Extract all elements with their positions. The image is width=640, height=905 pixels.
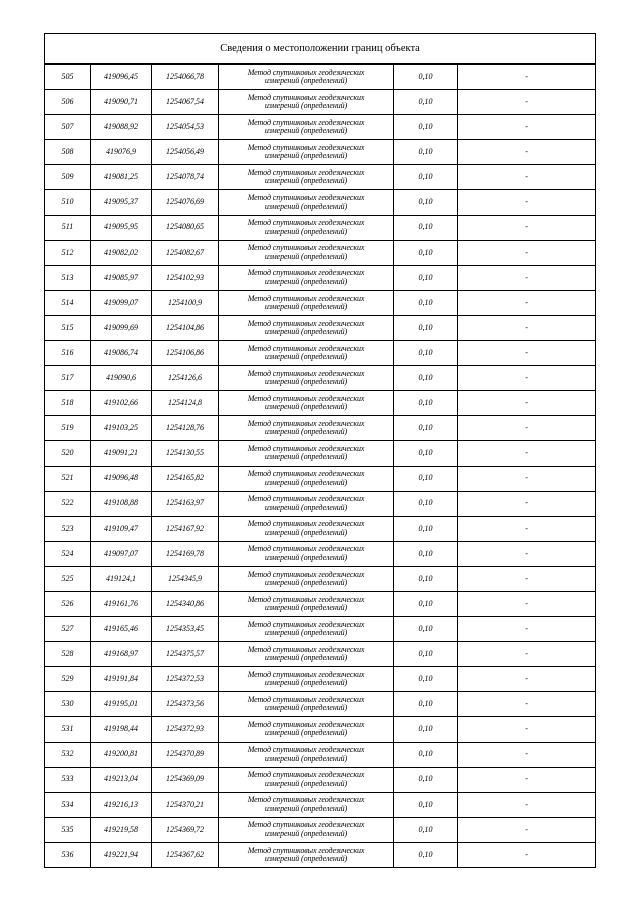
method-cell xyxy=(219,617,394,642)
coord-y: 1254370,21 xyxy=(152,792,219,817)
method-cell xyxy=(219,566,394,591)
method-line-1: Метод спутниковых геодезических xyxy=(247,218,365,228)
method-line-2: измерений (определений) xyxy=(264,728,348,738)
point-number: 527 xyxy=(45,617,91,642)
accuracy-cell: 0,10 xyxy=(394,416,458,441)
table-row xyxy=(45,165,596,190)
method-cell xyxy=(219,366,394,391)
accuracy-cell: 0,10 xyxy=(394,215,458,240)
table-row xyxy=(45,64,596,90)
table-row xyxy=(45,90,596,115)
coord-y: 1254167,92 xyxy=(152,516,219,541)
point-number: 526 xyxy=(45,591,91,616)
coord-y: 1254345,9 xyxy=(152,566,219,591)
table-row xyxy=(45,742,596,767)
accuracy-cell: 0,10 xyxy=(394,491,458,516)
accuracy-cell: 0,10 xyxy=(394,566,458,591)
method-line-2: измерений (определений) xyxy=(264,678,348,688)
method-line-2: измерений (определений) xyxy=(264,201,348,211)
method-cell xyxy=(219,140,394,165)
description-cell: - xyxy=(458,315,596,340)
table-row xyxy=(45,466,596,491)
method-cell xyxy=(219,516,394,541)
accuracy-cell: 0,10 xyxy=(394,817,458,842)
table-row xyxy=(45,591,596,616)
point-number: 530 xyxy=(45,692,91,717)
table-row xyxy=(45,717,596,742)
method-cell xyxy=(219,466,394,491)
method-line-1: Метод спутниковых геодезических xyxy=(247,494,365,504)
method-cell xyxy=(219,541,394,566)
coord-x: 419096,48 xyxy=(91,466,152,491)
coord-x: 419082,02 xyxy=(91,240,152,265)
method-cell xyxy=(219,391,394,416)
point-number: 523 xyxy=(45,516,91,541)
method-line-2: измерений (определений) xyxy=(264,853,348,863)
coord-y: 1254375,57 xyxy=(152,642,219,667)
table-row xyxy=(45,566,596,591)
method-cell xyxy=(219,642,394,667)
method-cell xyxy=(219,792,394,817)
description-cell: - xyxy=(458,290,596,315)
method-cell xyxy=(219,591,394,616)
coord-x: 419097,07 xyxy=(91,541,152,566)
accuracy-cell: 0,10 xyxy=(394,516,458,541)
method-line-1: Метод спутниковых геодезических xyxy=(247,243,365,253)
method-cell xyxy=(219,115,394,140)
accuracy-cell: 0,10 xyxy=(394,190,458,215)
description-cell: - xyxy=(458,190,596,215)
coord-y: 1254056,49 xyxy=(152,140,219,165)
table-body xyxy=(45,64,596,868)
coord-y: 1254369,09 xyxy=(152,767,219,792)
accuracy-cell: 0,10 xyxy=(394,115,458,140)
coord-y: 1254106,86 xyxy=(152,341,219,366)
method-line-1: Метод спутниковых геодезических xyxy=(247,544,365,554)
method-line-2: измерений (определений) xyxy=(264,402,348,412)
coord-y: 1254340,86 xyxy=(152,591,219,616)
method-line-2: измерений (определений) xyxy=(264,251,348,261)
method-line-2: измерений (определений) xyxy=(264,552,348,562)
accuracy-cell: 0,10 xyxy=(394,667,458,692)
accuracy-cell: 0,10 xyxy=(394,617,458,642)
table-row xyxy=(45,516,596,541)
method-cell xyxy=(219,717,394,742)
method-line-1: Метод спутниковых геодезических xyxy=(247,393,365,403)
point-number: 536 xyxy=(45,842,91,867)
method-line-1: Метод спутниковых геодезических xyxy=(247,368,365,378)
coord-x: 419195,01 xyxy=(91,692,152,717)
point-number: 520 xyxy=(45,441,91,466)
coord-y: 1254102,93 xyxy=(152,265,219,290)
method-cell xyxy=(219,491,394,516)
coord-x: 419090,6 xyxy=(91,366,152,391)
point-number: 509 xyxy=(45,165,91,190)
method-cell xyxy=(219,240,394,265)
method-line-2: измерений (определений) xyxy=(264,301,348,311)
accuracy-cell: 0,10 xyxy=(394,842,458,867)
method-line-1: Метод спутниковых геодезических xyxy=(247,745,365,755)
coord-x: 419099,07 xyxy=(91,290,152,315)
method-line-1: Метод спутниковых геодезических xyxy=(247,770,365,780)
coord-y: 1254169,78 xyxy=(152,541,219,566)
coord-x: 419109,47 xyxy=(91,516,152,541)
accuracy-cell: 0,10 xyxy=(394,591,458,616)
method-line-1: Метод спутниковых геодезических xyxy=(247,444,365,454)
coord-y: 1254076,69 xyxy=(152,190,219,215)
description-cell: - xyxy=(458,541,596,566)
method-line-2: измерений (определений) xyxy=(264,603,348,613)
table-row xyxy=(45,341,596,366)
table-row xyxy=(45,441,596,466)
method-line-2: измерений (определений) xyxy=(264,101,348,111)
accuracy-cell: 0,10 xyxy=(394,315,458,340)
description-cell: - xyxy=(458,516,596,541)
coord-x: 419099,69 xyxy=(91,315,152,340)
method-cell xyxy=(219,190,394,215)
table-row xyxy=(45,491,596,516)
method-line-2: измерений (определений) xyxy=(264,653,348,663)
coord-x: 419096,45 xyxy=(91,64,152,90)
point-number: 513 xyxy=(45,265,91,290)
point-number: 535 xyxy=(45,817,91,842)
table-row xyxy=(45,792,596,817)
coord-y: 1254128,76 xyxy=(152,416,219,441)
coord-y: 1254165,82 xyxy=(152,466,219,491)
description-cell: - xyxy=(458,591,596,616)
description-cell: - xyxy=(458,215,596,240)
description-cell: - xyxy=(458,642,596,667)
method-line-1: Метод спутниковых геодезических xyxy=(247,594,365,604)
accuracy-cell: 0,10 xyxy=(394,742,458,767)
method-line-2: измерений (определений) xyxy=(264,778,348,788)
method-line-2: измерений (определений) xyxy=(264,477,348,487)
coord-x: 419081,25 xyxy=(91,165,152,190)
method-line-1: Метод спутниковых геодезических xyxy=(247,318,365,328)
method-line-1: Метод спутниковых геодезических xyxy=(247,418,365,428)
method-line-1: Метод спутниковых геодезических xyxy=(247,669,365,679)
accuracy-cell: 0,10 xyxy=(394,541,458,566)
method-line-2: измерений (определений) xyxy=(264,803,348,813)
boundary-table xyxy=(44,33,596,868)
method-line-2: измерений (определений) xyxy=(264,126,348,136)
coord-y: 1254372,53 xyxy=(152,667,219,692)
method-line-1: Метод спутниковых геодезических xyxy=(247,117,365,127)
method-cell xyxy=(219,290,394,315)
table-row xyxy=(45,692,596,717)
method-line-2: измерений (определений) xyxy=(264,628,348,638)
accuracy-cell: 0,10 xyxy=(394,792,458,817)
coord-y: 1254078,74 xyxy=(152,165,219,190)
point-number: 521 xyxy=(45,466,91,491)
accuracy-cell: 0,10 xyxy=(394,466,458,491)
point-number: 519 xyxy=(45,416,91,441)
method-line-2: измерений (определений) xyxy=(264,828,348,838)
coord-y: 1254373,56 xyxy=(152,692,219,717)
accuracy-cell: 0,10 xyxy=(394,240,458,265)
method-line-2: измерений (определений) xyxy=(264,377,348,387)
coord-x: 419076,9 xyxy=(91,140,152,165)
coord-y: 1254100,9 xyxy=(152,290,219,315)
coord-x: 419216,13 xyxy=(91,792,152,817)
point-number: 515 xyxy=(45,315,91,340)
method-line-1: Метод спутниковых геодезических xyxy=(247,142,365,152)
coord-x: 419090,71 xyxy=(91,90,152,115)
method-line-2: измерений (определений) xyxy=(264,176,348,186)
table-row xyxy=(45,391,596,416)
method-cell xyxy=(219,315,394,340)
description-cell: - xyxy=(458,441,596,466)
point-number: 511 xyxy=(45,215,91,240)
point-number: 531 xyxy=(45,717,91,742)
coord-y: 1254080,65 xyxy=(152,215,219,240)
coord-x: 419198,44 xyxy=(91,717,152,742)
point-number: 514 xyxy=(45,290,91,315)
description-cell: - xyxy=(458,391,596,416)
method-cell xyxy=(219,817,394,842)
coord-y: 1254163,97 xyxy=(152,491,219,516)
method-line-1: Метод спутниковых геодезических xyxy=(247,469,365,479)
method-line-2: измерений (определений) xyxy=(264,753,348,763)
accuracy-cell: 0,10 xyxy=(394,391,458,416)
coord-x: 419085,97 xyxy=(91,265,152,290)
coord-y: 1254367,62 xyxy=(152,842,219,867)
coord-y: 1254370,89 xyxy=(152,742,219,767)
description-cell: - xyxy=(458,140,596,165)
method-cell xyxy=(219,767,394,792)
coord-x: 419102,66 xyxy=(91,391,152,416)
method-line-1: Метод спутниковых геодезических xyxy=(247,193,365,203)
point-number: 525 xyxy=(45,566,91,591)
table-row xyxy=(45,190,596,215)
description-cell: - xyxy=(458,742,596,767)
table-row xyxy=(45,140,596,165)
table-row xyxy=(45,416,596,441)
description-cell: - xyxy=(458,64,596,90)
method-line-1: Метод спутниковых геодезических xyxy=(247,569,365,579)
coord-y: 1254067,54 xyxy=(152,90,219,115)
accuracy-cell: 0,10 xyxy=(394,265,458,290)
method-line-1: Метод спутниковых геодезических xyxy=(247,293,365,303)
table-row xyxy=(45,817,596,842)
coord-y: 1254104,86 xyxy=(152,315,219,340)
method-line-1: Метод спутниковых геодезических xyxy=(247,67,365,77)
point-number: 508 xyxy=(45,140,91,165)
table-row xyxy=(45,617,596,642)
coord-y: 1254124,8 xyxy=(152,391,219,416)
method-line-2: измерений (определений) xyxy=(264,527,348,537)
method-cell xyxy=(219,416,394,441)
description-cell: - xyxy=(458,466,596,491)
method-line-1: Метод спутниковых геодезических xyxy=(247,92,365,102)
method-line-2: измерений (определений) xyxy=(264,226,348,236)
method-cell xyxy=(219,667,394,692)
description-cell: - xyxy=(458,617,596,642)
coord-x: 419103,25 xyxy=(91,416,152,441)
method-cell xyxy=(219,742,394,767)
point-number: 524 xyxy=(45,541,91,566)
point-number: 533 xyxy=(45,767,91,792)
coord-x: 419200,81 xyxy=(91,742,152,767)
description-cell: - xyxy=(458,717,596,742)
method-line-2: измерений (определений) xyxy=(264,577,348,587)
accuracy-cell: 0,10 xyxy=(394,290,458,315)
table-row xyxy=(45,215,596,240)
accuracy-cell: 0,10 xyxy=(394,717,458,742)
accuracy-cell: 0,10 xyxy=(394,692,458,717)
point-number: 518 xyxy=(45,391,91,416)
accuracy-cell: 0,10 xyxy=(394,441,458,466)
coord-x: 419086,74 xyxy=(91,341,152,366)
accuracy-cell: 0,10 xyxy=(394,341,458,366)
method-line-2: измерений (определений) xyxy=(264,76,348,86)
point-number: 522 xyxy=(45,491,91,516)
table-row xyxy=(45,366,596,391)
point-number: 507 xyxy=(45,115,91,140)
method-cell xyxy=(219,90,394,115)
table-row xyxy=(45,115,596,140)
coord-x: 419095,37 xyxy=(91,190,152,215)
point-number: 510 xyxy=(45,190,91,215)
description-cell: - xyxy=(458,767,596,792)
description-cell: - xyxy=(458,265,596,290)
coord-y: 1254066,78 xyxy=(152,64,219,90)
method-line-1: Метод спутниковых геодезических xyxy=(247,343,365,353)
description-cell: - xyxy=(458,115,596,140)
description-cell: - xyxy=(458,842,596,867)
coord-y: 1254054,53 xyxy=(152,115,219,140)
accuracy-cell: 0,10 xyxy=(394,366,458,391)
coord-y: 1254372,93 xyxy=(152,717,219,742)
point-number: 532 xyxy=(45,742,91,767)
method-line-1: Метод спутниковых геодезических xyxy=(247,795,365,805)
coord-y: 1254353,45 xyxy=(152,617,219,642)
method-line-1: Метод спутниковых геодезических xyxy=(247,519,365,529)
method-line-1: Метод спутниковых геодезических xyxy=(247,619,365,629)
coord-x: 419095,95 xyxy=(91,215,152,240)
description-cell: - xyxy=(458,491,596,516)
accuracy-cell: 0,10 xyxy=(394,64,458,90)
table-row xyxy=(45,767,596,792)
method-line-2: измерений (определений) xyxy=(264,352,348,362)
table-row xyxy=(45,290,596,315)
point-number: 529 xyxy=(45,667,91,692)
point-number: 528 xyxy=(45,642,91,667)
description-cell: - xyxy=(458,341,596,366)
coord-x: 419165,46 xyxy=(91,617,152,642)
table-row xyxy=(45,240,596,265)
coord-x: 419161,76 xyxy=(91,591,152,616)
method-line-2: измерений (определений) xyxy=(264,452,348,462)
accuracy-cell: 0,10 xyxy=(394,767,458,792)
table-row xyxy=(45,667,596,692)
description-cell: - xyxy=(458,667,596,692)
coord-x: 419091,21 xyxy=(91,441,152,466)
point-number: 505 xyxy=(45,64,91,90)
accuracy-cell: 0,10 xyxy=(394,140,458,165)
accuracy-cell: 0,10 xyxy=(394,642,458,667)
method-cell xyxy=(219,692,394,717)
coord-x: 419191,84 xyxy=(91,667,152,692)
description-cell: - xyxy=(458,90,596,115)
method-cell xyxy=(219,64,394,90)
accuracy-cell: 0,10 xyxy=(394,90,458,115)
coord-x: 419168,97 xyxy=(91,642,152,667)
point-number: 512 xyxy=(45,240,91,265)
method-cell xyxy=(219,441,394,466)
method-line-2: измерений (определений) xyxy=(264,151,348,161)
description-cell: - xyxy=(458,566,596,591)
description-cell: - xyxy=(458,366,596,391)
coord-y: 1254130,55 xyxy=(152,441,219,466)
method-line-1: Метод спутниковых геодезических xyxy=(247,820,365,830)
coord-x: 419221,94 xyxy=(91,842,152,867)
table-row xyxy=(45,642,596,667)
table-row xyxy=(45,315,596,340)
coord-x: 419124,1 xyxy=(91,566,152,591)
method-line-2: измерений (определений) xyxy=(264,502,348,512)
description-cell: - xyxy=(458,165,596,190)
method-line-1: Метод спутниковых геодезических xyxy=(247,268,365,278)
description-cell: - xyxy=(458,792,596,817)
description-cell: - xyxy=(458,416,596,441)
coord-y: 1254082,67 xyxy=(152,240,219,265)
method-cell xyxy=(219,165,394,190)
table-row xyxy=(45,265,596,290)
method-cell xyxy=(219,265,394,290)
point-number: 506 xyxy=(45,90,91,115)
coord-x: 419088,92 xyxy=(91,115,152,140)
point-number: 534 xyxy=(45,792,91,817)
method-line-1: Метод спутниковых геодезических xyxy=(247,720,365,730)
description-cell: - xyxy=(458,240,596,265)
point-number: 516 xyxy=(45,341,91,366)
method-cell xyxy=(219,341,394,366)
point-number: 517 xyxy=(45,366,91,391)
method-line-1: Метод спутниковых геодезических xyxy=(247,168,365,178)
coord-x: 419219,58 xyxy=(91,817,152,842)
method-line-1: Метод спутниковых геодезических xyxy=(247,644,365,654)
method-line-1: Метод спутниковых геодезических xyxy=(247,695,365,704)
coord-y: 1254126,6 xyxy=(152,366,219,391)
coord-x: 419213,04 xyxy=(91,767,152,792)
table-title: Сведения о местоположении границ объекта xyxy=(45,34,596,65)
document-page xyxy=(44,33,595,868)
method-line-1: Метод спутниковых геодезических xyxy=(247,845,365,855)
coord-y: 1254369,72 xyxy=(152,817,219,842)
accuracy-cell: 0,10 xyxy=(394,165,458,190)
table-row xyxy=(45,541,596,566)
table-row xyxy=(45,842,596,867)
coord-x: 419108,88 xyxy=(91,491,152,516)
method-line-2: измерений (определений) xyxy=(264,427,348,437)
method-line-2: измерений (определений) xyxy=(264,703,348,713)
description-cell: - xyxy=(458,817,596,842)
description-cell: - xyxy=(458,692,596,717)
method-line-2: измерений (определений) xyxy=(264,326,348,336)
method-cell xyxy=(219,215,394,240)
method-line-2: измерений (определений) xyxy=(264,276,348,286)
method-cell xyxy=(219,842,394,867)
